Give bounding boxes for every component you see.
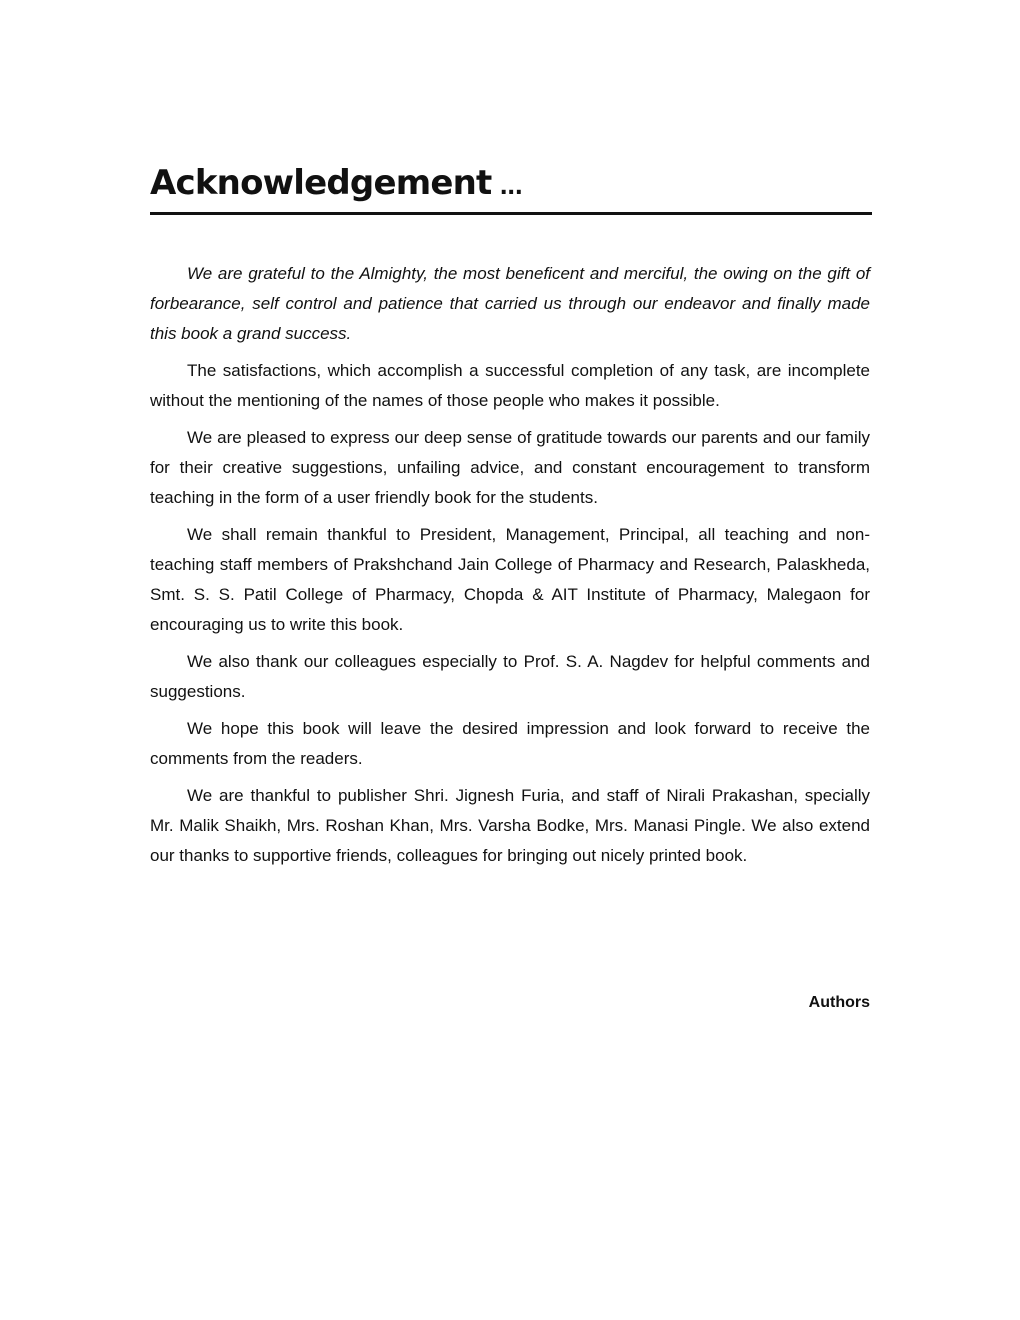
paragraph-colleagues: We also thank our colleagues especially to Prof. S. A. Nagdev for helpful comments and suggestions. (150, 652, 870, 701)
page-title-ellipsis: ... (499, 175, 523, 200)
paragraph-publisher: We are thankful to publisher Shri. Jignesh Furia, and staff of Nirali Prakashan, specially Mr. Malik Shaikh, Mrs. Roshan Khan, Mrs. Varsha Bodke, Mrs. Manasi Pingle. We also extend our thanks to supportive friends, colleagues for bringing out nicely printed book. (150, 786, 870, 865)
page-content (150, 163, 872, 878)
acknowledgement-body (150, 259, 870, 871)
paragraph-satisfactions: The satisfactions, which accomplish a successful completion of any task, are incomplete without the mentioning of the names of those people who makes it possible. (150, 361, 870, 410)
page-title (150, 163, 522, 208)
page-title-text: Acknowledgement (150, 163, 492, 203)
paragraph-readers: We hope this book will leave the desired impression and look forward to receive the comments from the readers. (150, 719, 870, 768)
paragraph-gratitude-almighty: We are grateful to the Almighty, the most beneficent and merciful, the owing on the gift of forbearance, self control and patience that carried us through our endeavor and finally made this book a grand success. (150, 264, 870, 343)
heading-row (150, 163, 872, 215)
paragraph-parents-family: We are pleased to express our deep sense of gratitude towards our parents and our family for their creative suggestions, unfailing advice, and constant encouragement to transform teaching in the form of a user friendly book for the students. (150, 428, 870, 507)
authors-signature: Authors (808, 994, 870, 1011)
paragraph-institutions: We shall remain thankful to President, Management, Principal, all teaching and non-teaching staff members of Prakshchand Jain College of Pharmacy and Research, Palaskheda, Smt. S. S. Patil College of Pharmacy, Chopda & AIT Institute of Pharmacy, Malegaon for encouraging us to write this book. (150, 525, 870, 634)
